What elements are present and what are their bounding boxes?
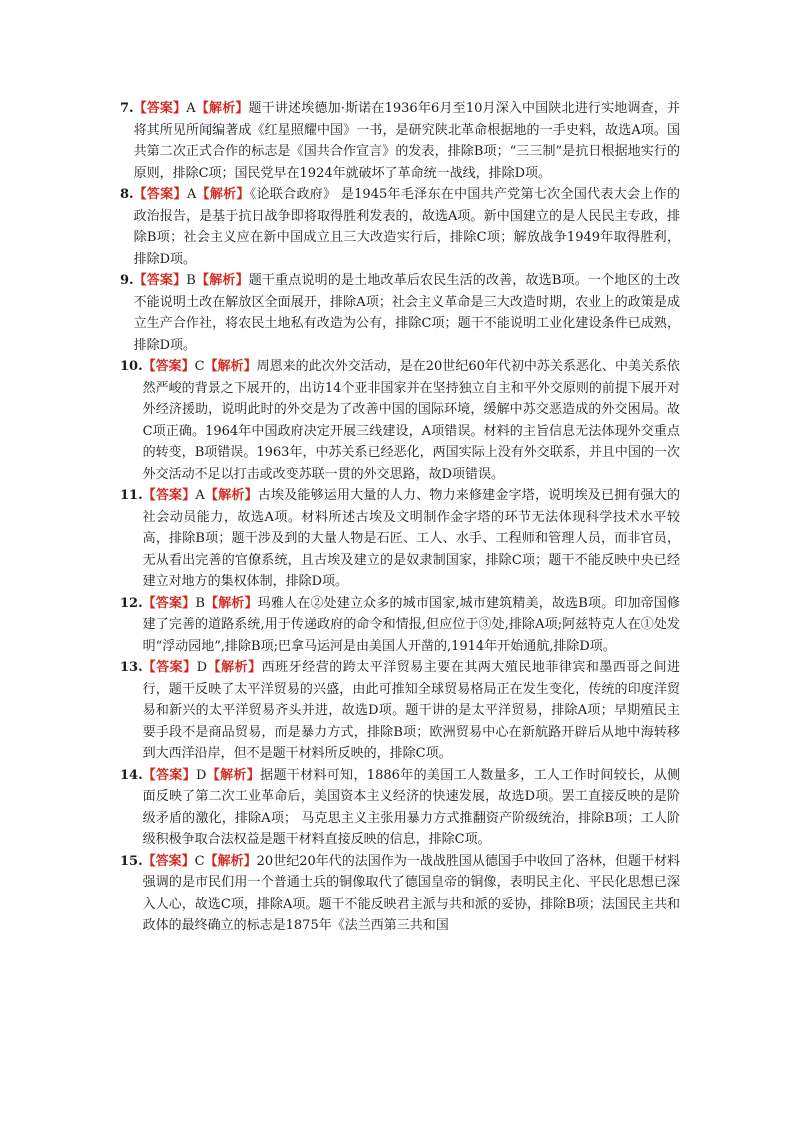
answer-item-12 — [120, 593, 680, 658]
answer-explanation — [134, 184, 680, 270]
question-number: 8. — [120, 187, 134, 202]
answer-choice: A — [186, 187, 197, 202]
answer-choice: A — [195, 488, 205, 503]
answer-explanation — [143, 593, 680, 658]
answer-choice: A — [186, 101, 196, 116]
answer-label: 【答案】 — [142, 853, 195, 869]
analysis-label: 【解析】 — [206, 767, 261, 783]
answer-choice: D — [196, 660, 208, 675]
answer-choice: B — [195, 595, 205, 611]
answer-item-14 — [120, 765, 680, 851]
analysis-label: 【解析】 — [204, 488, 258, 503]
answer-label: 【答案】 — [133, 101, 187, 116]
analysis-label: 【解析】 — [204, 359, 257, 374]
answer-choice: C — [194, 359, 205, 374]
answer-item-7 — [120, 98, 680, 184]
analysis-label: 【解析】 — [204, 853, 257, 869]
analysis-label: 【解析】 — [207, 660, 262, 675]
analysis-label: 【解析】 — [196, 187, 250, 202]
answer-label: 【答案】 — [133, 273, 187, 288]
analysis-label: 【解析】 — [195, 101, 249, 116]
question-number: 13. — [120, 660, 143, 675]
answer-explanation — [143, 485, 680, 593]
answer-explanation — [143, 356, 680, 485]
answer-label: 【答案】 — [142, 359, 195, 374]
answer-explanation — [143, 657, 680, 765]
analysis-text: 20世纪20年代的法国作为一战战胜国从德国手中收回了洛林，但题干材料强调的是市民们用一个普通士兵的铜像取代了德国皇帝的铜像，表明民主化、平民化思想已深入人心，故选C项，排除A项。题干不能反映君主派与共和派的妥协，排除B项；法国民主共和政体的最终确立的标志是1875年《法兰西第三共和国 — [142, 853, 680, 933]
answer-choice: C — [194, 853, 205, 869]
analysis-label: 【解析】 — [195, 273, 249, 288]
analysis-text: 据题干材料可知，1886年的美国工人数量多，工人工作时间较长，从侧面反映了第二次工业革命后，美国资本主义经济的快速发展，故选D项。罢工直接反映的是阶级矛盾的激化，排除A项； 马克思主义主张用暴力方式推翻资产阶级统治，排除B项；工人阶级积极争取合法权益是题干材料直接反映的信息，排除C项。 — [142, 767, 680, 847]
analysis-text: 题干重点说明的是土地改革后农民生活的改善，故选B项。一个地区的土改不能说明土改在解放区全面展开，排除A项；社会主义革命是三大改造时期，农业上的政策是成立生产合作社，将农民土地私有改造为公有，排除C项；题干不能说明工业化建设条件已成熟，排除D项。 — [133, 273, 680, 353]
answer-item-8 — [120, 184, 680, 270]
answer-analysis-page — [120, 98, 680, 937]
answer-explanation — [143, 765, 680, 851]
analysis-text: 周恩来的此次外交活动，是在20世纪60年代初中苏关系恶化、中美关系依然严峻的背景之下展开的，出访14个亚非国家并在坚持独立自主和平外交原则的前提下展开对外经济援助，说明此时的外交是为了改善中国的国际环境，缓解中苏交恶造成的外交困局。故C项正确。1964年中国政府决定开展三线建设，A项错误。材料的主旨信息无法体现外交重点的转变，B项错误。1963年，中苏关系已经恶化，两国实际上没有外交联系，并且中国的一次外交活动不足以打击或改变苏联一贯的外交思路，故D项错误。 — [142, 359, 680, 482]
question-number: 9. — [120, 273, 134, 288]
question-number: 10. — [120, 359, 143, 374]
answer-label: 【答案】 — [142, 595, 196, 611]
analysis-label: 【解析】 — [204, 595, 258, 611]
analysis-text: 西班牙经营的跨太平洋贸易主要在其两大殖民地菲律宾和墨西哥之间进行，题干反映了太平洋贸易的兴盛，由此可推知全球贸易格局正在发生变化，传统的印度洋贸易和新兴的太平洋贸易齐头并进，故选D项。题干讲的是太平洋贸易，排除A项；早期殖民主要手段不是商品贸易，而是暴力方式，排除B项；欧洲贸易中心在新航路开辟后从地中海转移到大西洋沿岸，但不是题干材料所反映的，排除C项。 — [142, 660, 680, 761]
answer-explanation — [134, 270, 680, 356]
question-number: 14. — [120, 767, 143, 783]
answer-item-9 — [120, 270, 680, 356]
analysis-text: 古埃及能够运用大量的人力、物力来修建金字塔，说明埃及已拥有强大的社会动员能力，故选A项。材料所述古埃及文明制作金字塔的环节无法体现科学技术水平较高，排除B项；题干涉及到的大量人物是石匠、工人、水手、工程师和管理人员，而非官员，无从看出完善的官僚系统，且古埃及建立的是奴隶制国家，排除C项；题干不能反映中央已经建立对地方的集权体制，排除D项。 — [142, 488, 680, 589]
analysis-text: 《论联合政府》 是1945年毛泽东在中国共产党第七次全国代表大会上作的政治报告，是基于抗日战争即将取得胜利发表的，故选A项。新中国建立的是人民民主专政，排除B项；社会主义应在新中国成立且三大改造实行后，排除C项；解放战争1949年取得胜利，排除D项。 — [133, 187, 680, 267]
answer-label: 【答案】 — [142, 488, 196, 503]
answer-item-15 — [120, 851, 680, 937]
answer-choice: B — [186, 273, 196, 288]
question-number: 12. — [120, 595, 143, 611]
analysis-text: 玛雅人在②处建立众多的城市国家,城市建筑精美，故选B项。印加帝国修建了完善的道路系统,用于传递政府的命令和情报,但应位于③处,排除A项;阿兹特克人在①处发明“浮动园地”,排除B项;巴拿马运河是由美国人开凿的,1914年开始通航,排除D项。 — [142, 595, 680, 654]
answer-explanation — [143, 851, 680, 937]
answer-item-11 — [120, 485, 680, 593]
answer-choice: D — [195, 767, 207, 783]
question-number: 7. — [120, 101, 134, 116]
analysis-text: 题干讲述埃德加·斯诺在1936年6月至10月深入中国陕北进行实地调查，并将其所见所闻编著成《红星照耀中国》一书，是研究陕北革命根据地的一手史料，故选A项。国共第二次正式合作的标志是《国共合作宣言》的发表，排除B项；“三三制”是抗日根据地实行的原则，排除C项；国民党早在1924年就破坏了革命统一战线，排除D项。 — [133, 101, 680, 181]
question-number: 11. — [120, 488, 143, 503]
answer-label: 【答案】 — [142, 767, 196, 783]
question-number: 15. — [120, 853, 143, 869]
answer-item-13 — [120, 657, 680, 765]
answer-item-10 — [120, 356, 680, 485]
answer-explanation — [134, 98, 680, 184]
answer-label: 【答案】 — [142, 660, 197, 675]
answer-label: 【答案】 — [133, 187, 187, 202]
